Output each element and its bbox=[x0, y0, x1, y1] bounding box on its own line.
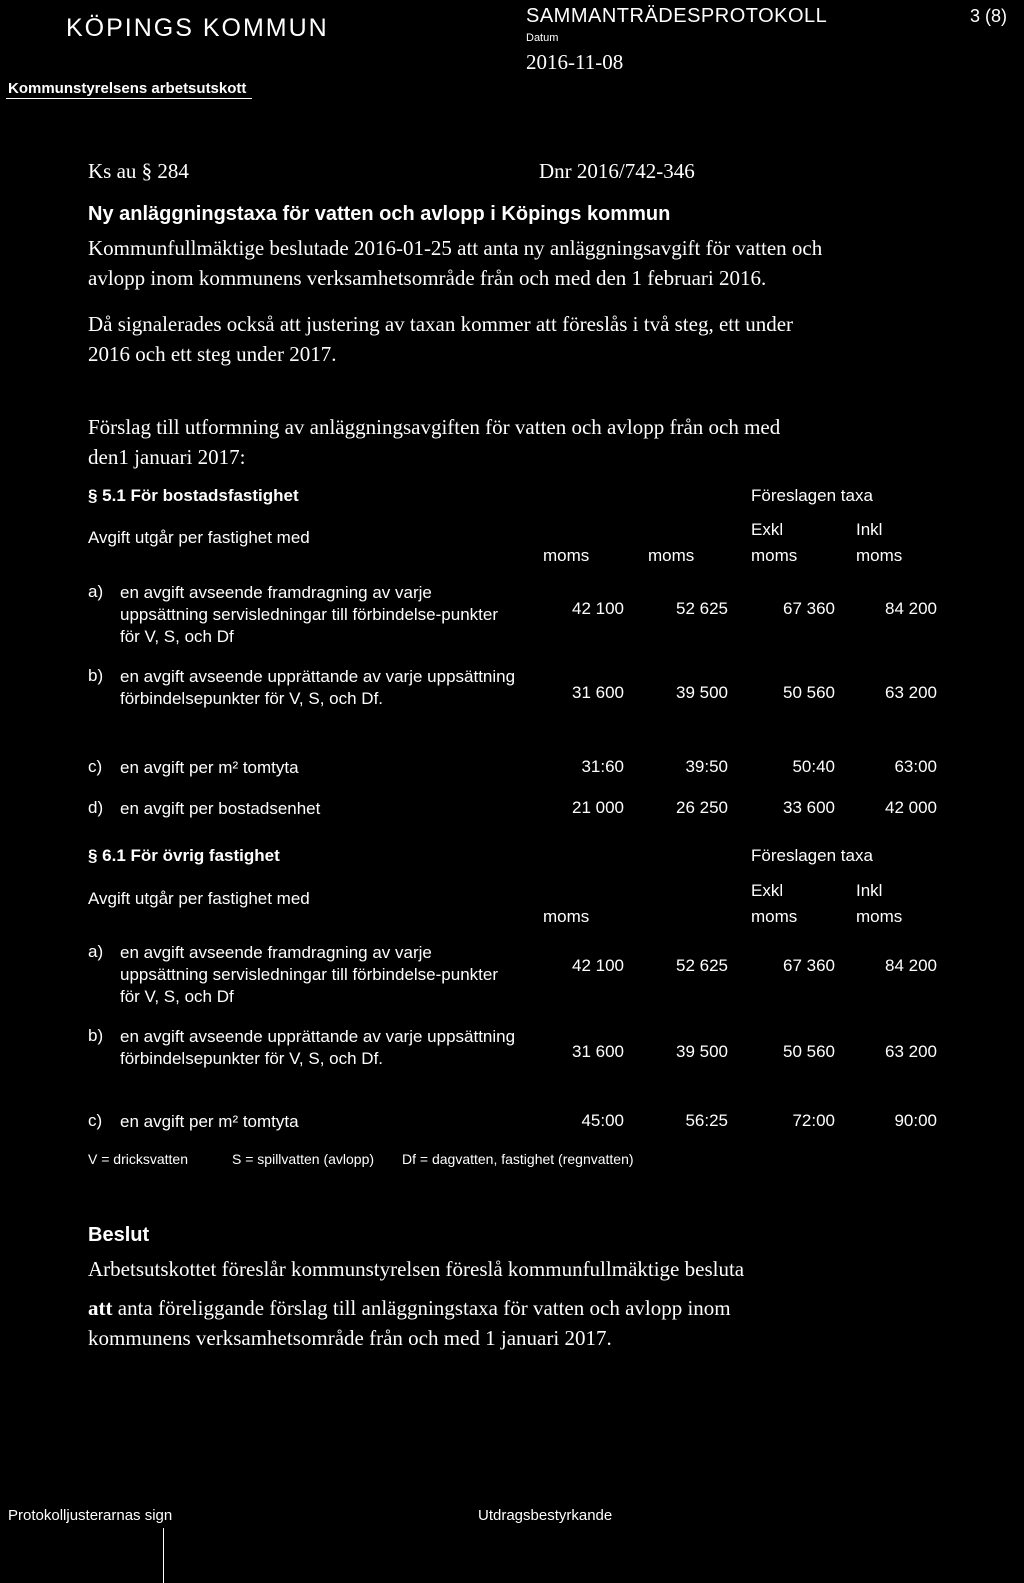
section-1-row-a-text: en avgift avseende framdragning av varje uppsättning servisledningar till förbindelse-punkter för V, S, och Df bbox=[120, 583, 498, 646]
section-2-row-c-text: en avgift per m² tomtyta bbox=[120, 1112, 299, 1131]
section-1-row-b-letter: b) bbox=[88, 666, 104, 685]
section-2-row-a-value-4: 84 200 bbox=[885, 956, 937, 975]
section-1-row-c-value-2: 39:50 bbox=[685, 757, 728, 776]
section-1-row-b-text: en avgift avseende upprättande av varje uppsättning förbindelsepunkter för V, S, och Df. bbox=[120, 667, 516, 708]
section-1-intro: Avgift utgår per fastighet med bbox=[88, 528, 310, 547]
decision-line-3: kommunens verksamhetsområde från och med 1 januari 2017. bbox=[88, 1326, 612, 1350]
committee-underline bbox=[6, 98, 252, 99]
section-2-intro: Avgift utgår per fastighet med bbox=[88, 889, 310, 908]
paragraph-2-line-2: 2016 och ett steg under 2017. bbox=[88, 342, 337, 366]
case-dnr: Dnr 2016/742-346 bbox=[539, 159, 695, 183]
section-2-row-c-value-3: 72:00 bbox=[792, 1111, 835, 1130]
committee-name: Kommunstyrelsens arbetsutskott bbox=[8, 80, 247, 97]
section-2-row-b-value-4: 63 200 bbox=[885, 1042, 937, 1061]
organization-name: KÖPINGS KOMMUN bbox=[66, 14, 329, 42]
section-2-row-a-value-2: 52 625 bbox=[676, 956, 728, 975]
section-1-row-c-value-1: 31:60 bbox=[581, 757, 624, 776]
date-label: Datum bbox=[526, 32, 559, 44]
section-1-proposed-label: Föreslagen taxa bbox=[751, 486, 873, 505]
legend-v: V = dricksvatten bbox=[88, 1151, 188, 1167]
section-1-title: § 5.1 För bostadsfastighet bbox=[88, 486, 299, 505]
date-value: 2016-11-08 bbox=[526, 50, 624, 74]
section-2-col-moms-1: moms bbox=[543, 907, 590, 926]
paragraph-2-line-1: Då signalerades också att justering av taxan kommer att föreslås i två steg, ett under bbox=[88, 312, 794, 336]
decision-line-1: Arbetsutskottet föreslår kommunstyrelsen föreslå kommunfullmäktige besluta bbox=[88, 1257, 745, 1281]
section-2-row-b-value-3: 50 560 bbox=[783, 1042, 835, 1061]
section-1-row-b-value-4: 63 200 bbox=[885, 683, 937, 702]
section-1-row-d-value-1: 21 000 bbox=[572, 798, 624, 817]
footer-signature-label: Protokolljusterarnas sign bbox=[8, 1507, 173, 1524]
section-2-proposed-label: Föreslagen taxa bbox=[751, 846, 873, 865]
decision-line-2 bbox=[88, 1293, 731, 1323]
legend-s: S = spillvatten (avlopp) bbox=[232, 1151, 375, 1167]
section-1-row-b-value-1: 31 600 bbox=[572, 683, 624, 702]
paragraph-3-line-1: Förslag till utformning av anläggningsavgiften för vatten och avlopp från och med bbox=[88, 415, 781, 439]
decision-att: att bbox=[88, 1296, 113, 1320]
section-2-row-b-value-2: 39 500 bbox=[676, 1042, 728, 1061]
section-1-row-a-value-2: 52 625 bbox=[676, 599, 728, 618]
section-1-row-a-value-4: 84 200 bbox=[885, 599, 937, 618]
section-1-row-a-value-1: 42 100 bbox=[572, 599, 624, 618]
section-2-row-a-letter: a) bbox=[88, 942, 104, 961]
section-2-row-a-value-1: 42 100 bbox=[572, 956, 624, 975]
document-type: SAMMANTRÄDESPROTOKOLL bbox=[526, 5, 828, 27]
section-2-row-a-value-3: 67 360 bbox=[783, 956, 835, 975]
section-2-row-c-value-1: 45:00 bbox=[581, 1111, 624, 1130]
footer-divider bbox=[163, 1528, 164, 1583]
section-1-row-c-value-4: 63:00 bbox=[894, 757, 937, 776]
section-1-row-d-letter: d) bbox=[88, 798, 104, 817]
section-1-row-d-value-4: 42 000 bbox=[885, 798, 937, 817]
section-1-col-moms-3: moms bbox=[751, 546, 798, 565]
section-1-row-c-text: en avgift per m² tomtyta bbox=[120, 758, 299, 777]
section-1-col-inkl: Inkl bbox=[856, 520, 883, 539]
section-1-row-c-value-3: 50:40 bbox=[792, 757, 835, 776]
section-2-row-c-value-2: 56:25 bbox=[685, 1111, 728, 1130]
section-2-row-b-text: en avgift avseende upprättande av varje uppsättning förbindelsepunkter för V, S, och Df. bbox=[120, 1027, 516, 1068]
paragraph-1-line-2: avlopp inom kommunens verksamhetsområde från och med den 1 februari 2016. bbox=[88, 266, 767, 290]
section-1-row-d-text: en avgift per bostadsenhet bbox=[120, 799, 321, 818]
section-2-row-a-text: en avgift avseende framdragning av varje uppsättning servisledningar till förbindelse-punkter för V, S, och Df bbox=[120, 943, 498, 1006]
section-1-row-d-value-2: 26 250 bbox=[676, 798, 728, 817]
paragraph-3-line-2: den1 januari 2017: bbox=[88, 445, 246, 469]
case-title: Ny anläggningstaxa för vatten och avlopp i Köpings kommun bbox=[88, 203, 671, 225]
section-2-col-moms-4: moms bbox=[856, 907, 903, 926]
section-2-col-inkl: Inkl bbox=[856, 881, 883, 900]
section-1-row-b-value-3: 50 560 bbox=[783, 683, 835, 702]
footer-certification-label: Utdragsbestyrkande bbox=[478, 1507, 613, 1524]
paragraph-1-line-1: Kommunfullmäktige beslutade 2016-01-25 att anta ny anläggningsavgift för vatten och bbox=[88, 236, 823, 260]
section-1-row-c-letter: c) bbox=[88, 757, 103, 776]
section-1-row-b-value-2: 39 500 bbox=[676, 683, 728, 702]
section-2-col-moms-3: moms bbox=[751, 907, 798, 926]
section-1-col-moms-4: moms bbox=[856, 546, 903, 565]
section-1-col-moms-1: moms bbox=[543, 546, 590, 565]
section-1-row-a-letter: a) bbox=[88, 582, 104, 601]
section-1-row-d-value-3: 33 600 bbox=[783, 798, 835, 817]
section-1-col-moms-2: moms bbox=[648, 546, 695, 565]
page-number: 3 (8) bbox=[970, 6, 1008, 26]
section-1-col-exkl: Exkl bbox=[751, 520, 784, 539]
section-2-col-exkl: Exkl bbox=[751, 881, 784, 900]
case-reference: Ks au § 284 bbox=[88, 159, 189, 183]
section-2-title: § 6.1 För övrig fastighet bbox=[88, 846, 280, 865]
section-2-row-b-value-1: 31 600 bbox=[572, 1042, 624, 1061]
legend-df: Df = dagvatten, fastighet (regnvatten) bbox=[402, 1151, 634, 1167]
decision-title: Beslut bbox=[88, 1224, 150, 1246]
section-1-row-a-value-3: 67 360 bbox=[783, 599, 835, 618]
section-2-row-b-letter: b) bbox=[88, 1026, 104, 1045]
section-2-row-c-value-4: 90:00 bbox=[894, 1111, 937, 1130]
section-2-row-c-letter: c) bbox=[88, 1111, 103, 1130]
decision-line-2-text: anta föreliggande förslag till anläggningstaxa för vatten och avlopp inom bbox=[112, 1296, 731, 1320]
